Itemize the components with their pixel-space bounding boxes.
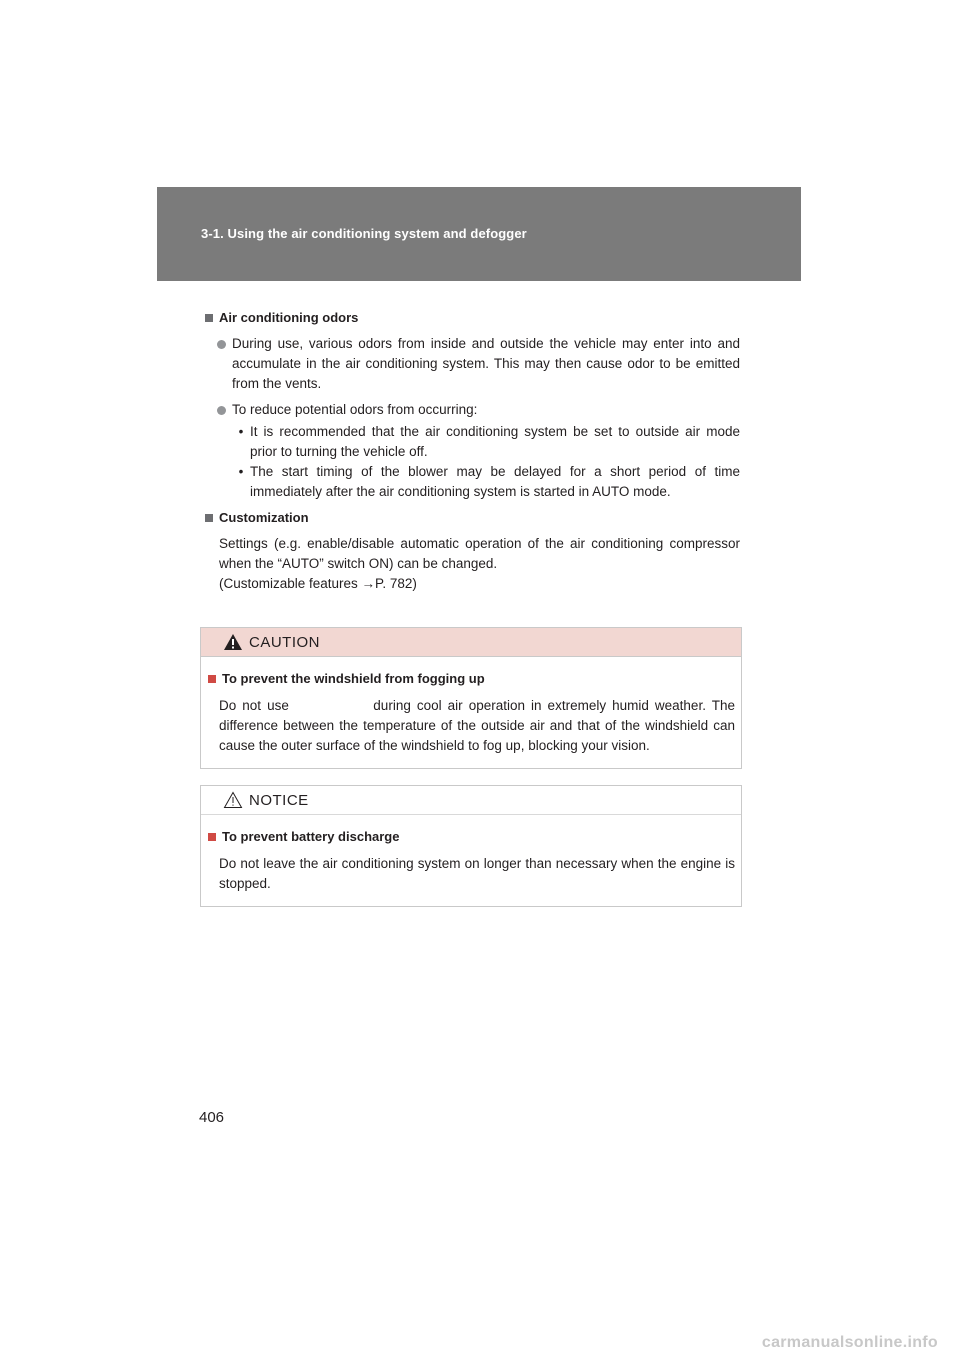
odors-heading <box>205 308 740 328</box>
round-bullet-icon <box>217 406 226 415</box>
odors-title: Air conditioning odors <box>219 310 359 325</box>
watermark: carmanualsonline.info <box>761 1334 938 1351</box>
round-bullet-icon <box>217 340 226 349</box>
notice-label: NOTICE <box>249 791 309 809</box>
customization-ref[interactable]: (Customizable features →P. 782) <box>219 576 417 591</box>
notice-box <box>200 785 742 907</box>
small-dot-icon: • <box>238 424 244 439</box>
customization-text: Settings (e.g. enable/disable automatic operation of the air conditioning compressor when the “AUTO” switch ON) can be changed. <box>219 536 740 571</box>
square-bullet-icon <box>205 514 213 522</box>
sub-list-item <box>232 462 740 502</box>
main-content <box>205 308 740 594</box>
page-number: 406 <box>199 1109 225 1126</box>
odors-bullet-1: During use, various odors from inside and outside the vehicle may enter into and accumulate in the air conditioning system. This may then cause odor to be emitted from the vents. <box>232 336 740 391</box>
caution-text: Do not use during cool air operation in extremely humid weather. The difference between the temperature of the outside air and that of the windshield can cause the outer surface of the windshield to fog up, blocking your vision. <box>219 698 739 753</box>
customization-heading <box>205 508 740 528</box>
odors-bullet-2: To reduce potential odors from occurring: <box>232 402 478 417</box>
caution-subheading <box>208 669 735 689</box>
list-item <box>217 400 740 420</box>
square-bullet-icon <box>208 675 216 683</box>
warning-triangle-icon <box>223 633 243 651</box>
notice-subheading <box>208 827 735 847</box>
square-bullet-icon <box>205 314 213 322</box>
warning-triangle-outline-icon <box>223 791 243 809</box>
list-item <box>217 334 740 394</box>
caution-label: CAUTION <box>249 633 320 651</box>
odors-sub-2: The start timing of the blower may be delayed for a short period of time immediately after the air conditioning system is started in AUTO mode. <box>250 464 740 499</box>
caution-header <box>201 628 741 657</box>
notice-title: To prevent battery discharge <box>222 829 400 844</box>
caution-box <box>200 627 742 769</box>
section-title: 3-1. Using the air conditioning system and defogger <box>201 226 527 241</box>
caution-title: To prevent the windshield from fogging up <box>222 671 485 686</box>
customization-title: Customization <box>219 510 309 525</box>
square-bullet-icon <box>208 833 216 841</box>
small-dot-icon: • <box>238 464 244 479</box>
sub-list-item <box>232 422 740 462</box>
odors-sub-1: It is recommended that the air conditioning system be set to outside air mode prior to turning the vehicle off. <box>250 424 740 459</box>
notice-header <box>201 786 741 815</box>
notice-body <box>201 815 741 906</box>
section-header-bar <box>157 187 801 281</box>
caution-body <box>201 657 741 768</box>
notice-text: Do not leave the air conditioning system on longer than necessary when the engine is stopped. <box>219 856 735 891</box>
